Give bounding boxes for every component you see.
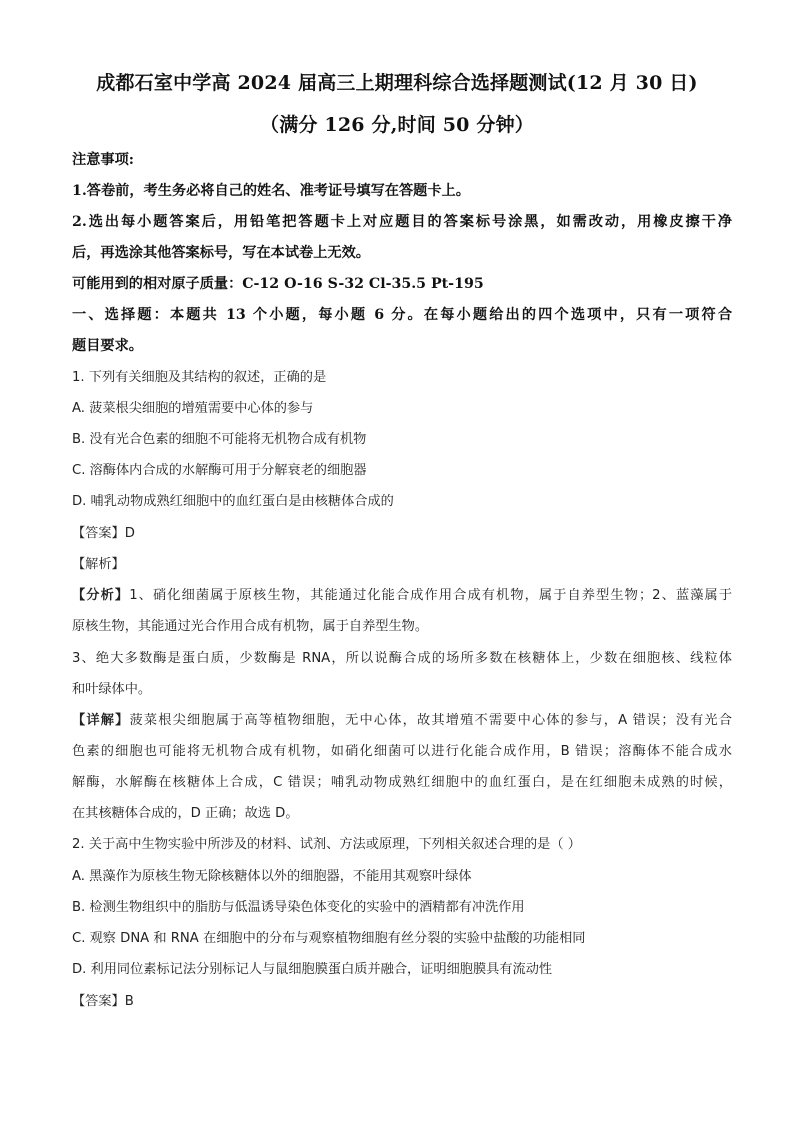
question-2-option-b: B. 检测生物组织中的脂肪与低温诱导染色体变化的实验中的酒精都有冲洗作用 [72,900,525,915]
question-1-fenxi-line-2: 原核生物，其能通过光合作用合成有机物，属于自养型生物。 [72,619,429,634]
xiangjie-text-1: 菠菜根尖细胞属于高等植物细胞，无中心体，故其增殖不需要中心体的参与，A 错误；没有光合 [129,713,732,728]
page-subtitle: （满分 126 分,时间 50 分钟） [260,114,534,136]
question-2-stem: 2. 关于高中生物实验中所涉及的材料、试剂、方法或原理，下列相关叙述合理的是（ ） [72,837,581,852]
question-1-stem: 1. 下列有关细胞及其结构的叙述，正确的是 [72,370,327,385]
fenxi-text-1: 1、硝化细菌属于原核生物，其能通过化能合成作用合成有机物，属于自养型生物；2、蓝藻属于 [129,588,733,603]
question-1-xiangjie-line-2: 色素的细胞也可能将无机物合成有机物，如硝化细菌可以进行化能合成作用，B 错误；溶酶体不能合成水 [72,744,732,759]
question-1-fenxi-line-3: 3、绝大多数酶是蛋白质，少数酶是 RNA，所以说酶合成的场所多数在核糖体上，少数在细胞核、线粒体 [72,651,732,666]
question-2-option-a: A. 黑藻作为原核生物无除核糖体以外的细胞器，不能用其观察叶绿体 [72,869,472,884]
question-1-xiangjie-line-3: 解酶，水解酶在核糖体上合成，C 错误；哺乳动物成熟红细胞中的血红蛋白，是在红细胞未成熟的时候， [72,775,732,790]
question-1-analysis-tag: 【解析】 [72,557,125,572]
notes-heading: 注意事项: [72,152,134,168]
xiangjie-tag: 【详解】 [72,713,130,728]
notes-item-2-line-2: 后，再选涂其他答案标号，写在本试卷上无效。 [72,245,370,261]
question-2-option-c: C. 观察 DNA 和 RNA 在细胞中的分布与观察植物细胞有丝分裂的实验中盐酸的功能相同 [72,931,586,946]
notes-item-1: 1.答卷前，考生务必将自己的姓名、准考证号填写在答题卡上。 [72,183,470,199]
section-heading-line-1: 一、选择题：本题共 13 个小题，每小题 6 分。在每小题给出的四个选项中，只有一项符合 [72,307,732,323]
section-heading-line-2: 题目要求。 [72,338,143,354]
question-1-xiangjie-line-4: 在其核糖体合成的，D 正确；故选 D。 [72,806,299,821]
question-1-option-a: A. 菠菜根尖细胞的增殖需要中心体的参与 [72,401,314,416]
question-1-xiangjie-line-1 [72,711,732,731]
question-2-option-d: D. 利用同位素标记法分别标记人与鼠细胞膜蛋白质并融合，证明细胞膜具有流动性 [72,962,553,977]
question-1-answer: 【答案】D [72,526,135,541]
question-1-fenxi-line-4: 和叶绿体中。 [72,682,152,697]
question-1-option-c: C. 溶酶体内合成的水解酶可用于分解衰老的细胞器 [72,463,367,478]
question-1-fenxi-line-1 [72,586,732,606]
question-2-answer: 【答案】B [72,994,134,1009]
question-1-option-d: D. 哺乳动物成熟红细胞中的血红蛋白是由核糖体合成的 [72,494,394,509]
notes-item-2-line-1: 2.选出每小题答案后，用铅笔把答题卡上对应题目的答案标号涂黑，如需改动，用橡皮擦干净 [72,214,732,230]
fenxi-tag: 【分析】 [72,588,130,603]
atomic-mass-line: 可能用到的相对原子质量：C-12 O-16 S-32 Cl-35.5 Pt-195 [72,276,484,292]
page-title: 成都石室中学高 2024 届高三上期理科综合选择题测试(12 月 30 日) [96,72,698,94]
question-1-option-b: B. 没有光合色素的细胞不可能将无机物合成有机物 [72,432,367,447]
